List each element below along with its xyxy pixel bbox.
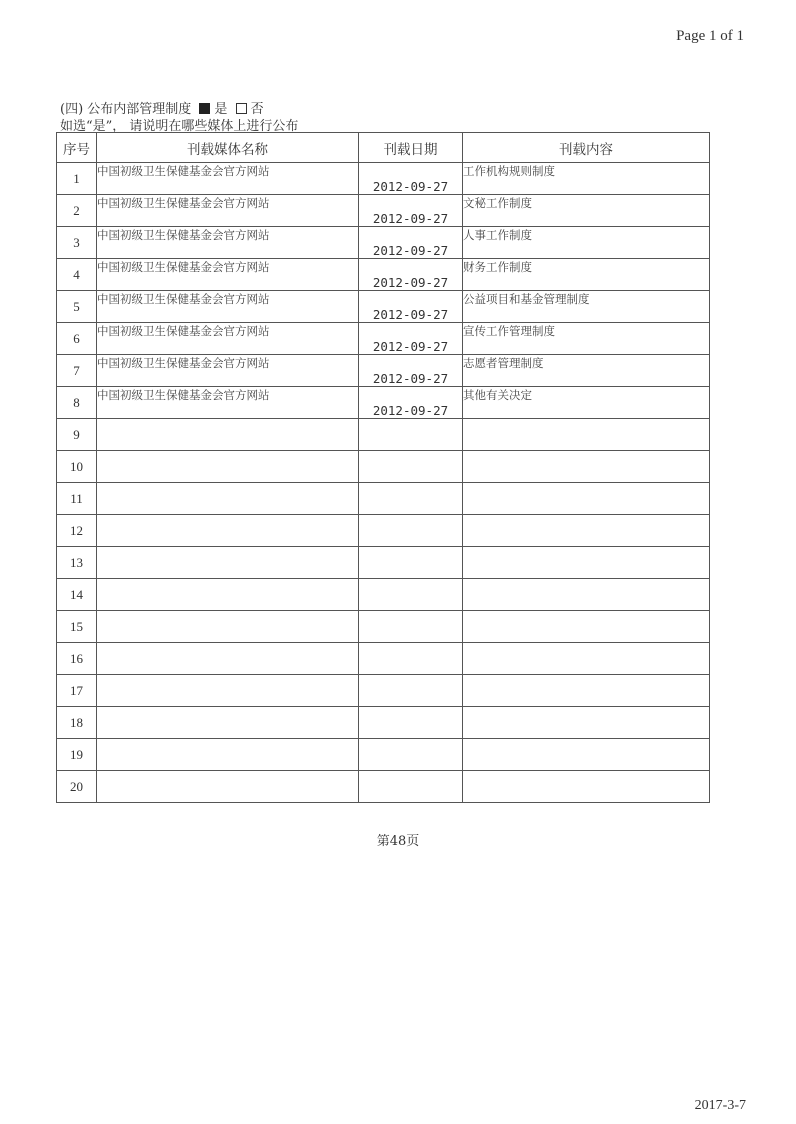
publish-content-cell: 人事工作制度 (463, 227, 710, 259)
media-name-cell: 中国初级卫生保健基金会官方网站 (97, 227, 359, 259)
table-row (57, 291, 710, 323)
media-name-cell (97, 547, 359, 579)
table-row (57, 163, 710, 195)
media-name-cell: 中国初级卫生保健基金会官方网站 (97, 355, 359, 387)
publish-content-cell (463, 483, 710, 515)
media-name-cell (97, 643, 359, 675)
table-body (57, 163, 710, 803)
publish-content-cell (463, 515, 710, 547)
table-row (57, 675, 710, 707)
media-name-cell (97, 515, 359, 547)
row-number: 10 (57, 451, 97, 483)
section-title-text: (四) 公布内部管理制度 (60, 102, 192, 117)
page-indicator: Page 1 of 1 (676, 28, 744, 44)
table-row (57, 739, 710, 771)
publication-table (56, 132, 710, 803)
publish-date-cell: 2012-09-27 (359, 259, 463, 291)
media-name-cell: 中国初级卫生保健基金会官方网站 (97, 291, 359, 323)
table-row (57, 547, 710, 579)
header-content: 刊载内容 (463, 133, 710, 163)
publish-date-cell (359, 547, 463, 579)
row-number: 11 (57, 483, 97, 515)
footer-date: 2017-3-7 (694, 1098, 746, 1113)
media-name-cell: 中国初级卫生保健基金会官方网站 (97, 387, 359, 419)
publish-content-cell (463, 579, 710, 611)
row-number: 9 (57, 419, 97, 451)
publish-date-cell (359, 643, 463, 675)
media-name-cell (97, 419, 359, 451)
media-name-cell (97, 579, 359, 611)
table-row (57, 611, 710, 643)
table-row (57, 323, 710, 355)
table-row (57, 707, 710, 739)
publish-date-cell (359, 579, 463, 611)
publish-date-cell (359, 675, 463, 707)
publish-date-cell: 2012-09-27 (359, 323, 463, 355)
row-number: 12 (57, 515, 97, 547)
publish-content-cell (463, 547, 710, 579)
media-name-cell (97, 739, 359, 771)
publish-date-cell (359, 419, 463, 451)
yes-label: 是 (214, 102, 228, 117)
publish-content-cell: 宣传工作管理制度 (463, 323, 710, 355)
table-row (57, 643, 710, 675)
table-header-row (57, 133, 710, 163)
row-number: 8 (57, 387, 97, 419)
table-row (57, 483, 710, 515)
media-name-cell (97, 771, 359, 803)
table-row (57, 387, 710, 419)
publish-date-cell: 2012-09-27 (359, 291, 463, 323)
publish-content-cell (463, 643, 710, 675)
header-date: 刊载日期 (359, 133, 463, 163)
row-number: 18 (57, 707, 97, 739)
table-row (57, 227, 710, 259)
media-name-cell (97, 483, 359, 515)
unchecked-checkbox-icon[interactable] (236, 103, 247, 114)
publish-date-cell (359, 611, 463, 643)
publish-content-cell (463, 707, 710, 739)
row-number: 20 (57, 771, 97, 803)
media-name-cell (97, 675, 359, 707)
no-label: 否 (250, 102, 264, 117)
publish-content-cell: 工作机构规则制度 (463, 163, 710, 195)
publish-content-cell (463, 451, 710, 483)
publish-date-cell: 2012-09-27 (359, 355, 463, 387)
publish-date-cell (359, 771, 463, 803)
row-number: 17 (57, 675, 97, 707)
publish-content-cell: 志愿者管理制度 (463, 355, 710, 387)
publish-date-cell (359, 451, 463, 483)
publish-content-cell (463, 739, 710, 771)
publish-date-cell (359, 707, 463, 739)
table-row (57, 771, 710, 803)
row-number: 1 (57, 163, 97, 195)
publish-date-cell (359, 483, 463, 515)
publish-content-cell (463, 419, 710, 451)
publish-content-cell (463, 771, 710, 803)
publish-content-cell: 公益项目和基金管理制度 (463, 291, 710, 323)
row-number: 6 (57, 323, 97, 355)
row-number: 16 (57, 643, 97, 675)
media-name-cell (97, 611, 359, 643)
table-row (57, 419, 710, 451)
publish-content-cell: 文秘工作制度 (463, 195, 710, 227)
publish-date-cell: 2012-09-27 (359, 195, 463, 227)
row-number: 4 (57, 259, 97, 291)
media-name-cell: 中国初级卫生保健基金会官方网站 (97, 195, 359, 227)
row-number: 14 (57, 579, 97, 611)
media-name-cell: 中国初级卫生保健基金会官方网站 (97, 323, 359, 355)
publish-date-cell: 2012-09-27 (359, 163, 463, 195)
row-number: 2 (57, 195, 97, 227)
row-number: 19 (57, 739, 97, 771)
publish-date-cell: 2012-09-27 (359, 387, 463, 419)
header-media: 刊载媒体名称 (97, 133, 359, 163)
header-no: 序号 (57, 133, 97, 163)
publish-content-cell: 财务工作制度 (463, 259, 710, 291)
page-number: 第48页 (376, 834, 420, 849)
table-row (57, 579, 710, 611)
table-row (57, 451, 710, 483)
table-row (57, 195, 710, 227)
publish-date-cell: 2012-09-27 (359, 227, 463, 259)
media-name-cell (97, 707, 359, 739)
row-number: 13 (57, 547, 97, 579)
publish-content-cell (463, 611, 710, 643)
row-number: 3 (57, 227, 97, 259)
table-row (57, 515, 710, 547)
row-number: 15 (57, 611, 97, 643)
checked-checkbox-icon[interactable] (199, 103, 210, 114)
publish-content-cell (463, 675, 710, 707)
media-name-cell: 中国初级卫生保健基金会官方网站 (97, 259, 359, 291)
media-name-cell (97, 451, 359, 483)
media-name-cell: 中国初级卫生保健基金会官方网站 (97, 163, 359, 195)
row-number: 5 (57, 291, 97, 323)
publish-date-cell (359, 739, 463, 771)
table-row (57, 355, 710, 387)
publish-content-cell: 其他有关决定 (463, 387, 710, 419)
row-number: 7 (57, 355, 97, 387)
publish-date-cell (359, 515, 463, 547)
instruction-text: 如选“是”， 请说明在哪些媒体上进行公布 (60, 119, 299, 134)
table-row (57, 259, 710, 291)
